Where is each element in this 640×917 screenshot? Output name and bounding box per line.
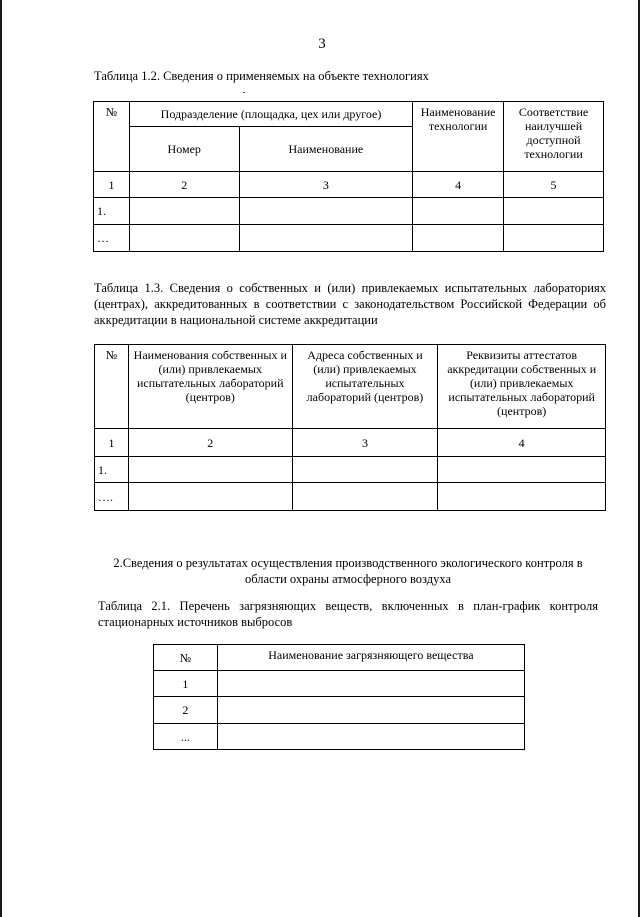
column-number-cell: 1 bbox=[94, 172, 130, 198]
empty-cell bbox=[128, 483, 292, 511]
empty-cell bbox=[217, 724, 524, 750]
header-number-sign: № bbox=[154, 645, 218, 671]
empty-cell bbox=[292, 457, 438, 483]
row-index-cell: … bbox=[94, 225, 130, 252]
header-lab-names: Наименования собственных и (или) привлекаемых испытательных лабораторий (центров) bbox=[128, 345, 292, 429]
empty-cell bbox=[504, 225, 604, 252]
table-row bbox=[95, 483, 606, 511]
row-index-cell: ... bbox=[154, 724, 218, 750]
empty-cell bbox=[128, 457, 292, 483]
header-lab-addresses: Адреса собственных и (или) привлекаемых испытательных лабораторий (центров) bbox=[292, 345, 438, 429]
empty-cell bbox=[217, 671, 524, 697]
empty-cell bbox=[413, 225, 504, 252]
empty-cell bbox=[239, 198, 413, 225]
table-1-2-caption: Таблица 1.2. Сведения о применяемых на объекте технологиях bbox=[94, 69, 429, 83]
empty-cell bbox=[129, 198, 239, 225]
table-row bbox=[95, 457, 606, 483]
empty-cell bbox=[217, 697, 524, 724]
row-index-cell: 1. bbox=[94, 198, 130, 225]
header-division-number: Номер bbox=[129, 127, 239, 172]
column-number-cell: 1 bbox=[95, 429, 129, 457]
table-2-1 bbox=[153, 644, 525, 750]
header-best-available-technology: Соответствие наилучшей доступной технологии bbox=[504, 102, 604, 172]
header-technology-name: Наименование технологии bbox=[413, 102, 504, 172]
empty-cell bbox=[438, 457, 606, 483]
column-number-cell: 2 bbox=[129, 172, 239, 198]
empty-cell bbox=[504, 198, 604, 225]
header-division-name: Наименование bbox=[239, 127, 413, 172]
empty-cell bbox=[129, 225, 239, 252]
column-number-cell: 3 bbox=[292, 429, 438, 457]
column-number-cell: 4 bbox=[438, 429, 606, 457]
table-row bbox=[94, 198, 604, 225]
section-2-heading: 2.Сведения о результатах осуществления производственного экологического контроля в области охраны атмосферного воздуха bbox=[113, 556, 583, 586]
table-1-3-caption: Таблица 1.3. Сведения о собственных и (или) привлекаемых испытательных лабораториях (центрах), аккредитованных в соответствии с законодательством Российской Федерации об аккредитации в национальной системе аккредитации bbox=[94, 281, 606, 327]
column-number-cell: 4 bbox=[413, 172, 504, 198]
empty-cell bbox=[239, 225, 413, 252]
row-index-cell: …. bbox=[95, 483, 129, 511]
table-row bbox=[154, 724, 525, 750]
table-row bbox=[154, 671, 525, 697]
header-accreditation-details: Реквизиты аттестатов аккредитации собственных и (или) привлекаемых испытательных лабораторий (центров) bbox=[438, 345, 606, 429]
empty-cell bbox=[438, 483, 606, 511]
table-1-2 bbox=[93, 101, 604, 252]
header-pollutant-name: Наименование загрязняющего вещества bbox=[217, 645, 524, 671]
column-number-cell: 2 bbox=[128, 429, 292, 457]
header-number-sign: № bbox=[94, 102, 130, 172]
empty-cell bbox=[292, 483, 438, 511]
table-1-3 bbox=[94, 344, 606, 511]
empty-cell bbox=[413, 198, 504, 225]
row-index-cell: 2 bbox=[154, 697, 218, 724]
table-row bbox=[94, 225, 604, 252]
header-division: Подразделение (площадка, цех или другое) bbox=[129, 102, 412, 127]
column-number-cell: 5 bbox=[504, 172, 604, 198]
table-2-1-caption: Таблица 2.1. Перечень загрязняющих веществ, включенных в план-график контроля стационарных источников выбросов bbox=[98, 599, 598, 629]
row-index-cell: 1 bbox=[154, 671, 218, 697]
page-number: 3 bbox=[318, 36, 326, 52]
row-index-cell: 1. bbox=[95, 457, 129, 483]
column-number-cell: 3 bbox=[239, 172, 413, 198]
header-number-sign: № bbox=[95, 345, 129, 429]
scan-speck bbox=[243, 92, 245, 93]
table-row bbox=[154, 697, 525, 724]
